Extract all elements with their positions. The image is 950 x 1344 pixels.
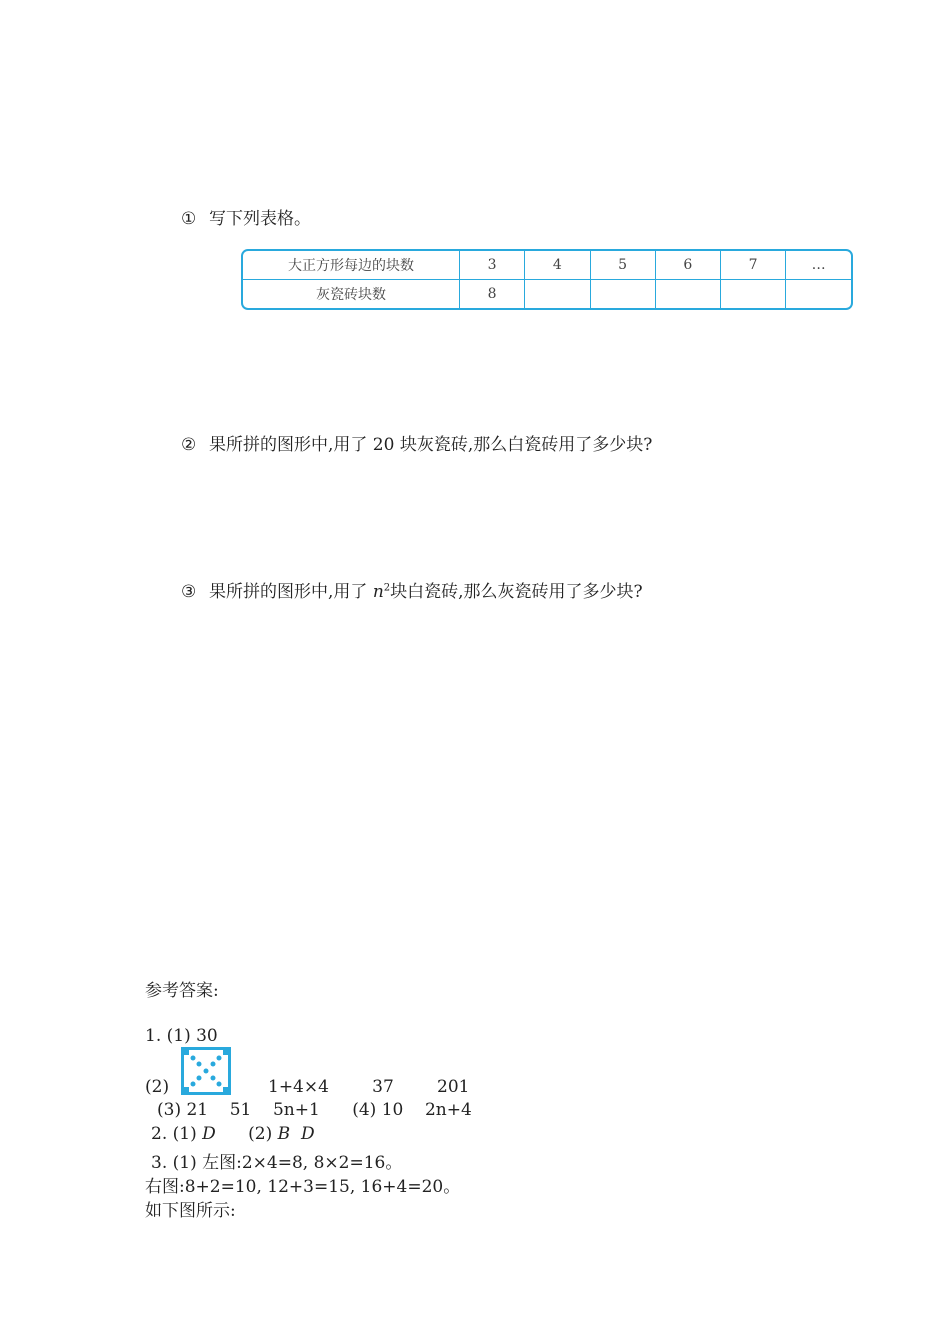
table-cell: 8 [460,280,525,309]
table-cell: 灰瓷砖块数 [243,280,460,309]
table-cell: 5 [590,251,655,280]
question-text: 写下列表格。 [209,209,311,229]
table-cell[interactable] [525,280,590,309]
answer-line: 3. (1) 左图:2×4=8, 8×2=16。 [151,1153,403,1173]
question-1 [181,204,311,229]
question-number: ① [181,209,197,229]
answers-heading: 参考答案: [145,981,219,1001]
answer-line: (3) 21 51 5n+1 (4) 10 2n+4 [157,1100,472,1120]
answer-label: (2) [145,1077,170,1097]
table-cell[interactable] [590,280,655,309]
tile-count-table [241,249,853,310]
table-cell: 3 [460,251,525,280]
answer-line: 1+4×4 37 201 [268,1077,470,1097]
question-2 [181,430,652,455]
table-row [243,280,851,309]
x-pattern-figure [181,1047,231,1095]
table-row [243,251,851,280]
table-cell: … [786,251,851,280]
table-cell[interactable] [655,280,720,309]
question-3 [181,577,643,602]
question-text: 果所拼的图形中,用了 20 块灰瓷砖,那么白瓷砖用了多少块? [209,435,653,455]
exponent: 2 [383,582,391,594]
table-cell: 7 [721,251,786,280]
table-cell[interactable] [721,280,786,309]
answer-line: 1. (1) 30 [145,1026,218,1046]
answer-line: 2. (1) D (2) B D [151,1124,315,1144]
answer-line: 如下图所示: [145,1201,236,1221]
question-number: ③ [181,582,197,602]
question-text: 块白瓷砖,那么灰瓷砖用了多少块? [390,582,643,602]
table-cell[interactable] [786,280,851,309]
answer-line: 右图:8+2=10, 12+3=15, 16+4=20。 [145,1177,461,1197]
variable-n: n [372,582,384,602]
question-text: 果所拼的图形中,用了 [209,582,373,602]
table-cell: 大正方形每边的块数 [243,251,460,280]
question-number: ② [181,435,197,455]
table-cell: 4 [525,251,590,280]
table-cell: 6 [655,251,720,280]
